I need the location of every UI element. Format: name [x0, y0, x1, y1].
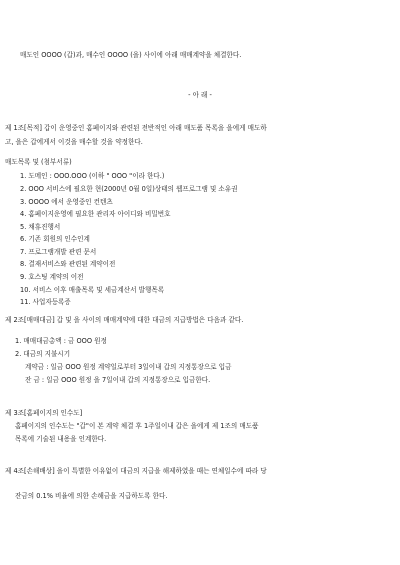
list-item: 11. 사업자등록증 [20, 298, 71, 306]
list-item: 1. 도메인 : OOO.OOO (이하 " OOO "이라 한다.) [20, 172, 165, 180]
article3-title: 제 3조[홈페이지의 인수도] [5, 409, 83, 417]
article2-balance: 잔 금 : 일금 OOO 원정 을 7일이내 갑의 지정통장으로 입금한다. [25, 376, 211, 384]
section-heading: - 아 래 - [188, 91, 212, 99]
intro-text: 매도인 OOOO (갑)과, 매수인 OOOO (을) 사이에 아래 매매계약을 체결한다. [20, 51, 242, 59]
article3-line2: 목록에 기술된 내용을 인계한다. [15, 435, 107, 443]
article2-deposit: 계약금 : 일금 OOO 원정 계약일로부터 3일이내 갑의 지정통장으로 입금 [25, 363, 232, 371]
article2-title: 제 2조[매매대금] 갑 및 을 사이의 매매계약에 대한 대금의 지급방법은 다음과 같다. [5, 316, 244, 324]
list-title: 매도목록 및 (첨부서류) [5, 158, 72, 166]
list-item: 7. 프로그램개발 관련 문서 [20, 248, 97, 256]
list-item: 5. 채휴진행서 [20, 223, 61, 231]
article2-timing: 2. 대금의 지불시기 [15, 350, 71, 358]
list-item: 3. OOOO 에서 운영중인 컨텐츠 [20, 198, 113, 206]
article4-line1: 제 4조[손해배상] 을이 특별한 이유없이 대금의 지급을 해제하였을 때는 연체일수에 따라 당 [5, 467, 267, 475]
article1-line1: 제 1조[목적] 갑이 운영중인 홈페이지와 관련된 전반적인 아래 매도품 목록을 을에게 매도하 [5, 124, 267, 132]
article1-line2: 고, 을은 갑에게서 이것을 매수할 것을 약정한다. [5, 138, 143, 146]
article3-line1: 홈페이지의 인수도는 "갑"이 본 계약 체결 후 1주일이내 갑은 을에게 제 1조의 매도품 [15, 422, 259, 430]
list-item: 4. 홈페이지운영에 필요한 관리자 아이디와 비밀번호 [20, 210, 171, 218]
article2-total: 1. 매매대금총액 : 금 OOO 원정 [15, 337, 107, 345]
list-item: 2. OOO 서비스에 필요한 현(2000년 0월 0일)상태의 웹프로그램 및 소유권 [20, 185, 238, 193]
list-item: 8. 결재서비스와 관련된 계약이전 [20, 260, 116, 268]
list-item: 6. 기존 회원의 인수인계 [20, 235, 90, 243]
list-item: 10. 서비스 이후 매출목록 및 세금계산서 발행목록 [20, 286, 165, 294]
list-item: 9. 호스팅 계약의 이전 [20, 273, 84, 281]
article4-line2: 잔금의 0.1% 비율에 의한 손해금을 지급하도록 한다. [15, 492, 168, 500]
